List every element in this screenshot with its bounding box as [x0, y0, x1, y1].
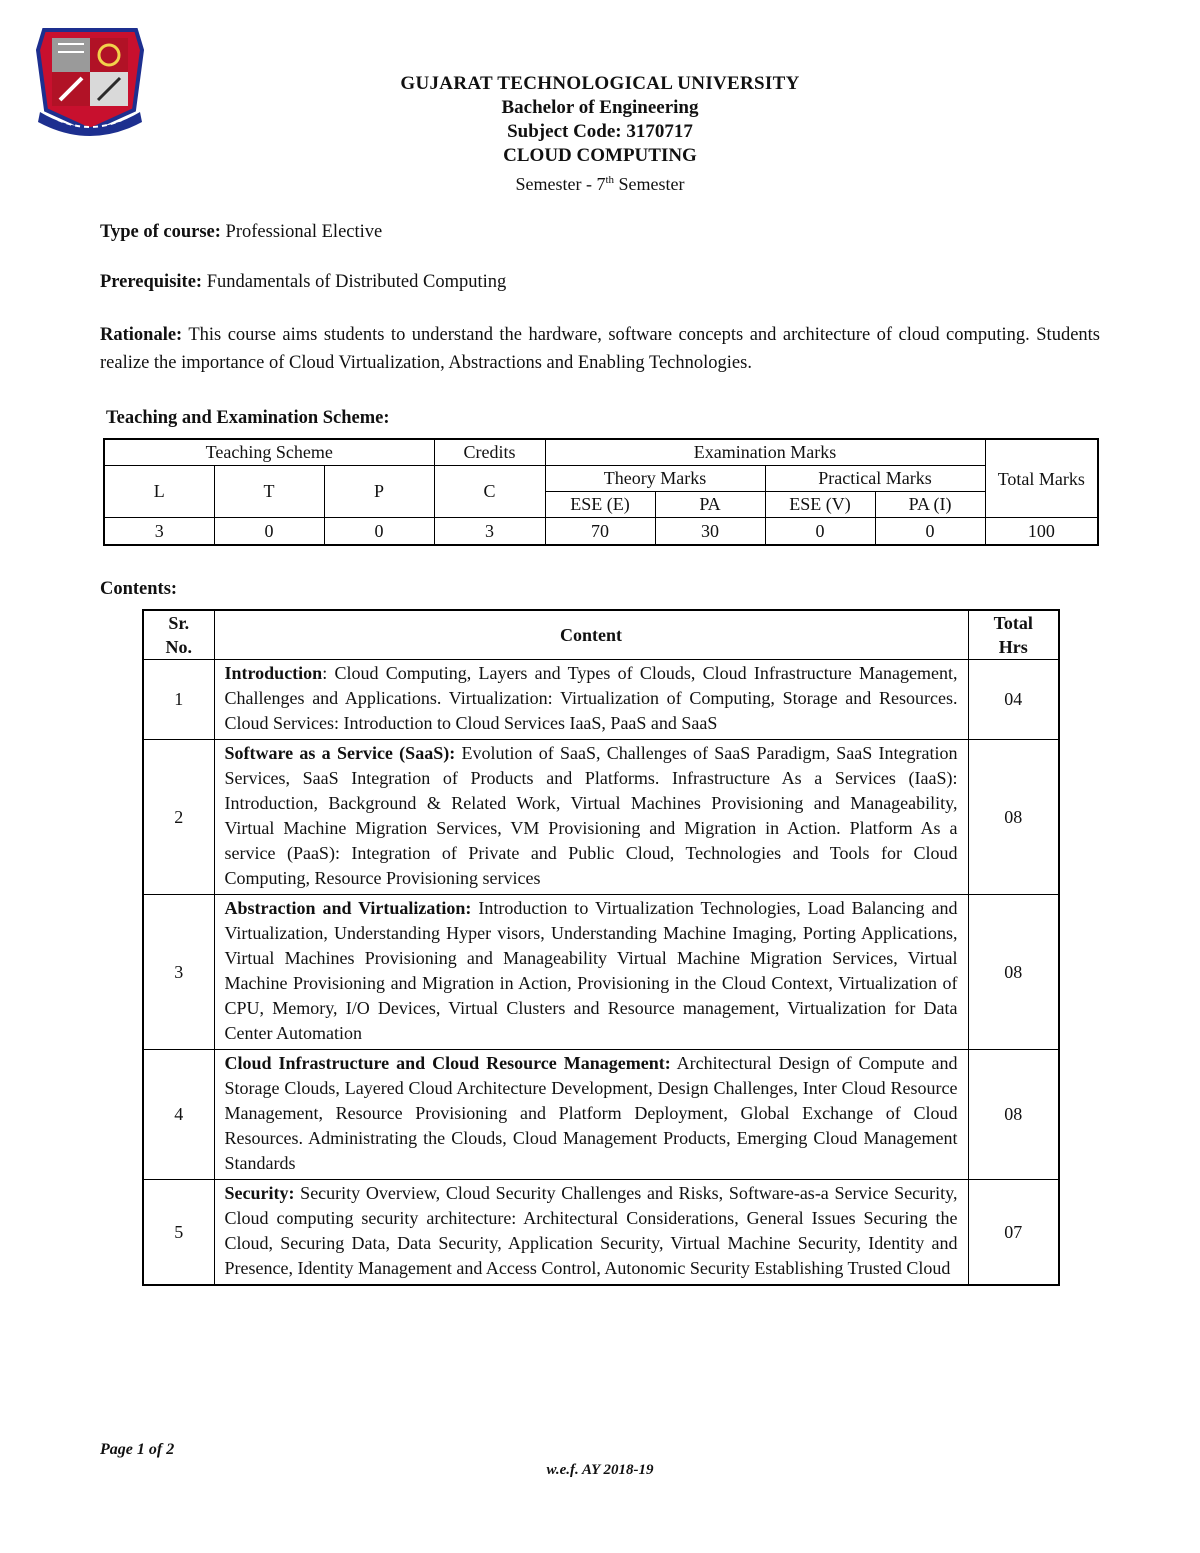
sr-no: 3 — [143, 895, 214, 1050]
contents-table — [142, 609, 1060, 1286]
scheme-value: 0 — [765, 518, 875, 546]
scheme-value: 0 — [324, 518, 434, 546]
scheme-value: 100 — [985, 518, 1098, 546]
contents-title: Contents: — [100, 579, 178, 599]
table-row — [143, 1050, 1059, 1180]
content-cell: Software as a Service (SaaS): Evolution of SaaS, Challenges of SaaS Paradigm, SaaS Integration Services, SaaS Integration of Products and Platforms. Infrastructure As a Services (IaaS): Introduction, Background & Related Work, Virtual Machines Provisioning and Manageability, Virtual Machine Migration Services, VM Provisioning and Migration in Action. Platform As a service (PaaS): Integration of Private and Public Cloud, Technologies and Tools for Cloud Computing, Resource Provisioning services — [214, 740, 968, 895]
table-row — [143, 740, 1059, 895]
pa-header: PA — [655, 492, 765, 518]
theory-marks-header: Theory Marks — [545, 466, 765, 492]
scheme-value: 30 — [655, 518, 765, 546]
exam-marks-header: Examination Marks — [545, 439, 985, 466]
scheme-value: 70 — [545, 518, 655, 546]
total-hrs: 07 — [968, 1180, 1059, 1286]
total-hrs-header: Total Hrs — [968, 610, 1059, 660]
practical-marks-header: Practical Marks — [765, 466, 985, 492]
content-cell: Security: Security Overview, Cloud Security Challenges and Risks, Software-as-a Service Security, Cloud computing security architecture: Architectural Considerations, General Issues Securing the Cloud, Securing Data, Data Security, Application Security, Virtual Machine Security, Identity and Presence, Identity Management and Access Control, Autonomic Security Establishing Trusted Cloud — [214, 1180, 968, 1286]
sr-no: 4 — [143, 1050, 214, 1180]
table-row — [143, 660, 1059, 740]
ese-v-header: ESE (V) — [765, 492, 875, 518]
prerequisite: Prerequisite: Fundamentals of Distributed Computing — [100, 272, 507, 292]
total-hrs: 08 — [968, 740, 1059, 895]
effective-year: w.e.f. AY 2018-19 — [546, 1462, 654, 1478]
sr-no: 2 — [143, 740, 214, 895]
tutorial-header: T — [214, 466, 324, 518]
subject-name: CLOUD COMPUTING — [503, 145, 697, 166]
degree-name: Bachelor of Engineering — [501, 97, 699, 118]
scheme-title: Teaching and Examination Scheme: — [106, 408, 390, 428]
semester: Semester - 7th Semester — [515, 174, 685, 194]
subject-code: Subject Code: 3170717 — [507, 121, 693, 142]
total-hrs: 04 — [968, 660, 1059, 740]
scheme-table — [103, 438, 1099, 546]
ese-e-header: ESE (E) — [545, 492, 655, 518]
university-name: GUJARAT TECHNOLOGICAL UNIVERSITY — [400, 73, 800, 94]
table-row — [143, 895, 1059, 1050]
lecture-header: L — [104, 466, 214, 518]
sr-no-header: Sr. No. — [143, 610, 214, 660]
teaching-scheme-header: Teaching Scheme — [104, 439, 434, 466]
sr-no: 5 — [143, 1180, 214, 1286]
content-header: Content — [214, 610, 968, 660]
total-hrs: 08 — [968, 895, 1059, 1050]
table-row — [143, 1180, 1059, 1286]
scheme-value: 3 — [434, 518, 545, 546]
scheme-value: 3 — [104, 518, 214, 546]
credits-header: Credits — [434, 439, 545, 466]
pa-i-header: PA (I) — [875, 492, 985, 518]
scheme-value: 0 — [875, 518, 985, 546]
total-marks-header: Total Marks — [985, 439, 1098, 518]
practical-header: P — [324, 466, 434, 518]
credit-header: C — [434, 466, 545, 518]
document-header — [0, 72, 1200, 196]
content-cell: Cloud Infrastructure and Cloud Resource Management: Architectural Design of Compute and Storage Clouds, Layered Cloud Architecture Development, Design Challenges, Inter Cloud Resource Management, Resource Provisioning and Platform Deployment, Global Exchange of Cloud Resources. Administrating the Clouds, Cloud Management Products, Emerging Cloud Management Standards — [214, 1050, 968, 1180]
content-cell: Abstraction and Virtualization: Introduction to Virtualization Technologies, Load Balancing and Virtualization, Understanding Hyper visors, Understanding Machine Imaging, Porting Applications, Virtual Machines Provisioning and Manageability Virtual Machine Migration Services, Virtual Machine Provisioning and Migration in Action, Provisioning in the Cloud Context, Virtualization of CPU, Memory, I/O Devices, Virtual Clusters and Resource management, Virtualization for Data Center Automation — [214, 895, 968, 1050]
rationale: Rationale: This course aims students to understand the hardware, software concepts and architecture of cloud computing. Students realize the importance of Cloud Virtualization, Abstractions and Enabling Technologies. — [100, 325, 1100, 373]
content-cell: Introduction: Cloud Computing, Layers and Types of Clouds, Cloud Infrastructure Management, Challenges and Applications. Virtualization: Virtualization of Computing, Storage and Resources. Cloud Services: Introduction to Cloud Services IaaS, PaaS and SaaS — [214, 660, 968, 740]
page-number: Page 1 of 2 — [100, 1441, 175, 1458]
scheme-value: 0 — [214, 518, 324, 546]
total-hrs: 08 — [968, 1050, 1059, 1180]
sr-no: 1 — [143, 660, 214, 740]
type-of-course: Type of course: Professional Elective — [100, 222, 383, 242]
